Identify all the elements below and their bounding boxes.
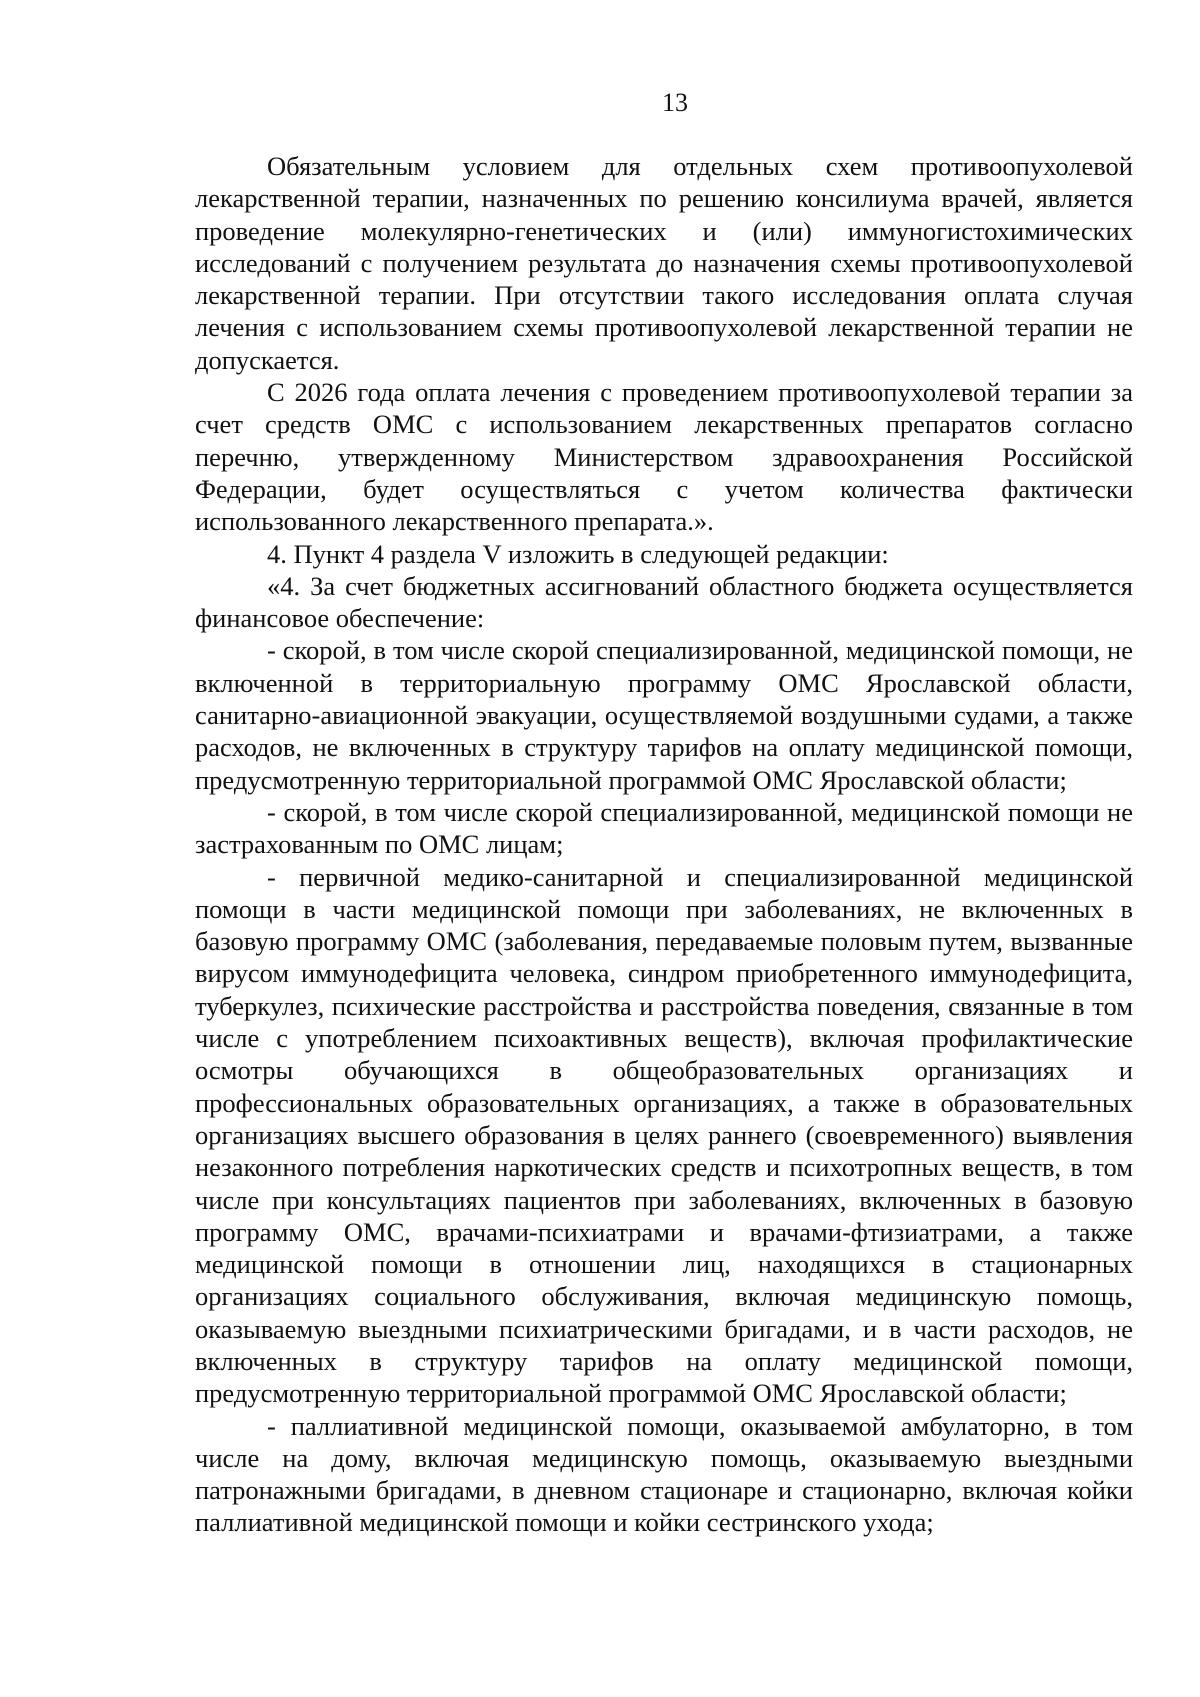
paragraph-regional-budget-intro: «4. За счет бюджетных ассигнований областного бюджета осуществляется финансовое обеспечение:: [195, 570, 1133, 634]
list-item-palliative-care: - паллиативной медицинской помощи, оказываемой амбулаторно, в том числе на дому, включая медицинскую помощь, оказываемую выездными патронажными бригадами, в дневном стационаре и стационарно, включая койки паллиативной медицинской помощи и койки сестринского ухода;: [195, 1410, 1133, 1538]
page-number: 13: [662, 88, 688, 117]
list-item-uninsured-emergency-care: - скорой, в том числе скорой специализированной, медицинской помощи не застрахованным по ОМС лицам;: [195, 796, 1133, 860]
paragraph-item-4-amendment: 4. Пункт 4 раздела V изложить в следующей редакции:: [267, 538, 889, 569]
paragraph-molecular-genetic-condition: Обязательным условием для отдельных схем противоопухолевой лекарственной терапии, назначенных по решению консилиума врачей, является проведение молекулярно-генетических и (или) иммуногистохимических исследований с получением результата до назначения схемы противоопухолевой лекарственной терапии. При отсутствии такого исследования оплата случая лечения с использованием схемы противоопухолевой лекарственной терапии не допускается.: [195, 151, 1133, 375]
document-body: [195, 150, 1133, 1539]
paragraph-2026-payment: С 2026 года оплата лечения с проведением противоопухолевой терапии за счет средств ОМС с использованием лекарственных препаратов согласно перечню, утвержденному Министерством здравоохранения Российской Федерации, будет осуществляться с учетом количества фактически использованного лекарственного препарата.».: [195, 377, 1133, 537]
list-item-primary-specialized-care: - первичной медико-санитарной и специализированной медицинской помощи в части медицинской помощи при заболеваниях, не включенных в базовую программу ОМС (заболевания, передаваемые половым путем, вызванные вирусом иммунодефицита человека, синдром приобретенного иммунодефицита, туберкулез, психические расстройства и расстройства поведения, связанные в том числе с употреблением психоактивных веществ), включая профилактические осмотры обучающихся в общеобразовательных организациях и профессиональных образовательных организациях, а также в образовательных организациях высшего образования в целях раннего (своевременного) выявления незаконного потребления наркотических средств и психотропных веществ, в том числе при консультациях пациентов при заболеваниях, включенных в базовую программу ОМС, врачами-психиатрами и врачами-фтизиатрами, а также медицинской помощи в отношении лиц, находящихся в стационарных организациях социального обслуживания, включая медицинскую помощь, оказываемую выездными психиатрическими бригадами, и в части расходов, не включенных в структуру тарифов на оплату медицинской помощи, предусмотренную территориальной программой ОМС Ярославской области;: [195, 861, 1133, 1409]
list-item-emergency-care: - скорой, в том числе скорой специализированной, медицинской помощи, не включенной в территориальную программу ОМС Ярославской области, санитарно-авиационной эвакуации, осуществляемой воздушными судами, а также расходов, не включенных в структуру тарифов на оплату медицинской помощи, предусмотренную территориальной программой ОМС Ярославской области;: [195, 635, 1133, 795]
